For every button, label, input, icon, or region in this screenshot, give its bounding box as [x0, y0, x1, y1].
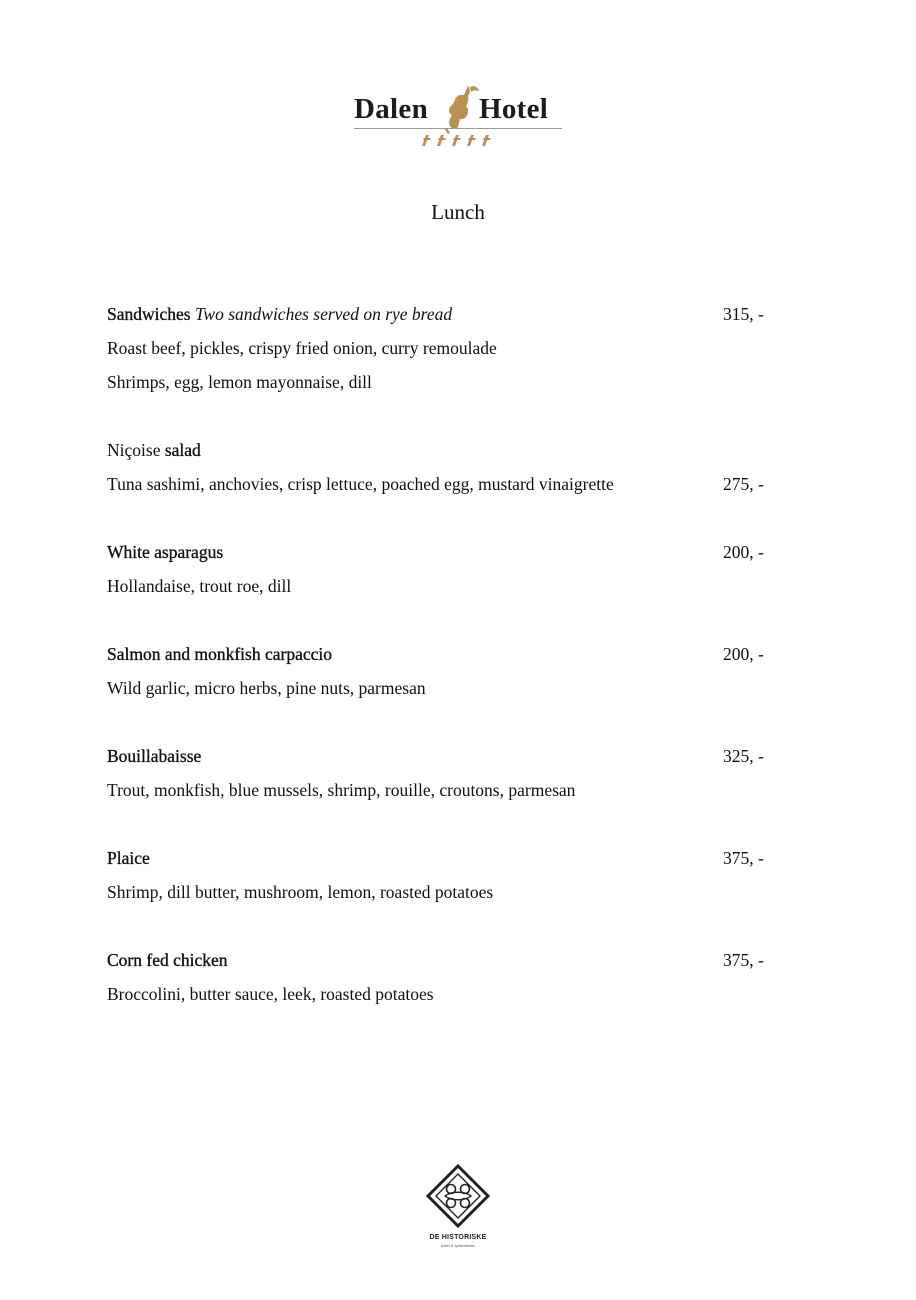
item-description: Shrimps, egg, lemon mayonnaise, dill	[107, 372, 372, 392]
item-price: 315, -	[723, 304, 764, 324]
item-price: 375, -	[723, 848, 764, 868]
item-description: Broccolini, butter sauce, leek, roasted potatoes	[107, 984, 434, 1004]
item-price: 200, -	[723, 542, 764, 562]
item-price: 275, -	[723, 474, 764, 494]
item-description: Shrimp, dill butter, mushroom, lemon, roasted potatoes	[107, 882, 494, 902]
menu-title: Lunch	[431, 200, 485, 224]
footer-tagline: hotel & spisesteder	[440, 1243, 476, 1248]
item-name: Sandwiches	[107, 304, 191, 324]
dalen-hotel-logo	[352, 84, 564, 150]
item-description: Roast beef, pickles, crispy fried onion, curry remoulade	[107, 338, 497, 358]
item-description: Tuna sashimi, anchovies, crisp lettuce, poached egg, mustard vinaigrette	[107, 474, 614, 494]
logo-underline	[354, 128, 562, 129]
footer-brand: DE HISTORISKE	[429, 1234, 487, 1241]
de-historiske-logo	[423, 1163, 493, 1253]
item-name: Plaice	[107, 848, 150, 868]
goat-emblem-icon	[438, 84, 482, 134]
item-description: Hollandaise, trout roe, dill	[107, 576, 292, 596]
item-name: Corn fed chicken	[107, 950, 228, 970]
five-stars-icon	[420, 132, 496, 148]
item-name-part: salad	[164, 440, 201, 460]
logo-word-dalen: Dalen	[354, 93, 428, 125]
item-price: 325, -	[723, 746, 764, 766]
item-description: Wild garlic, micro herbs, pine nuts, parmesan	[107, 678, 426, 698]
item-price: 375, -	[723, 950, 764, 970]
item-name: Salmon and monkfish carpaccio	[107, 644, 333, 664]
item-price: 200, -	[723, 644, 764, 664]
menu-item-sandwiches-heading	[107, 306, 452, 324]
item-name-part: Niçoise	[107, 440, 161, 460]
menu-item-nicoise-heading	[107, 442, 201, 460]
logo-word-hotel: Hotel	[479, 93, 549, 125]
item-name: Bouillabaisse	[107, 746, 202, 766]
de-historiske-emblem-icon	[423, 1163, 493, 1231]
item-description: Trout, monkfish, blue mussels, shrimp, rouille, croutons, parmesan	[107, 780, 576, 800]
item-name: White asparagus	[107, 542, 224, 562]
item-note: Two sandwiches served on rye bread	[194, 304, 453, 324]
